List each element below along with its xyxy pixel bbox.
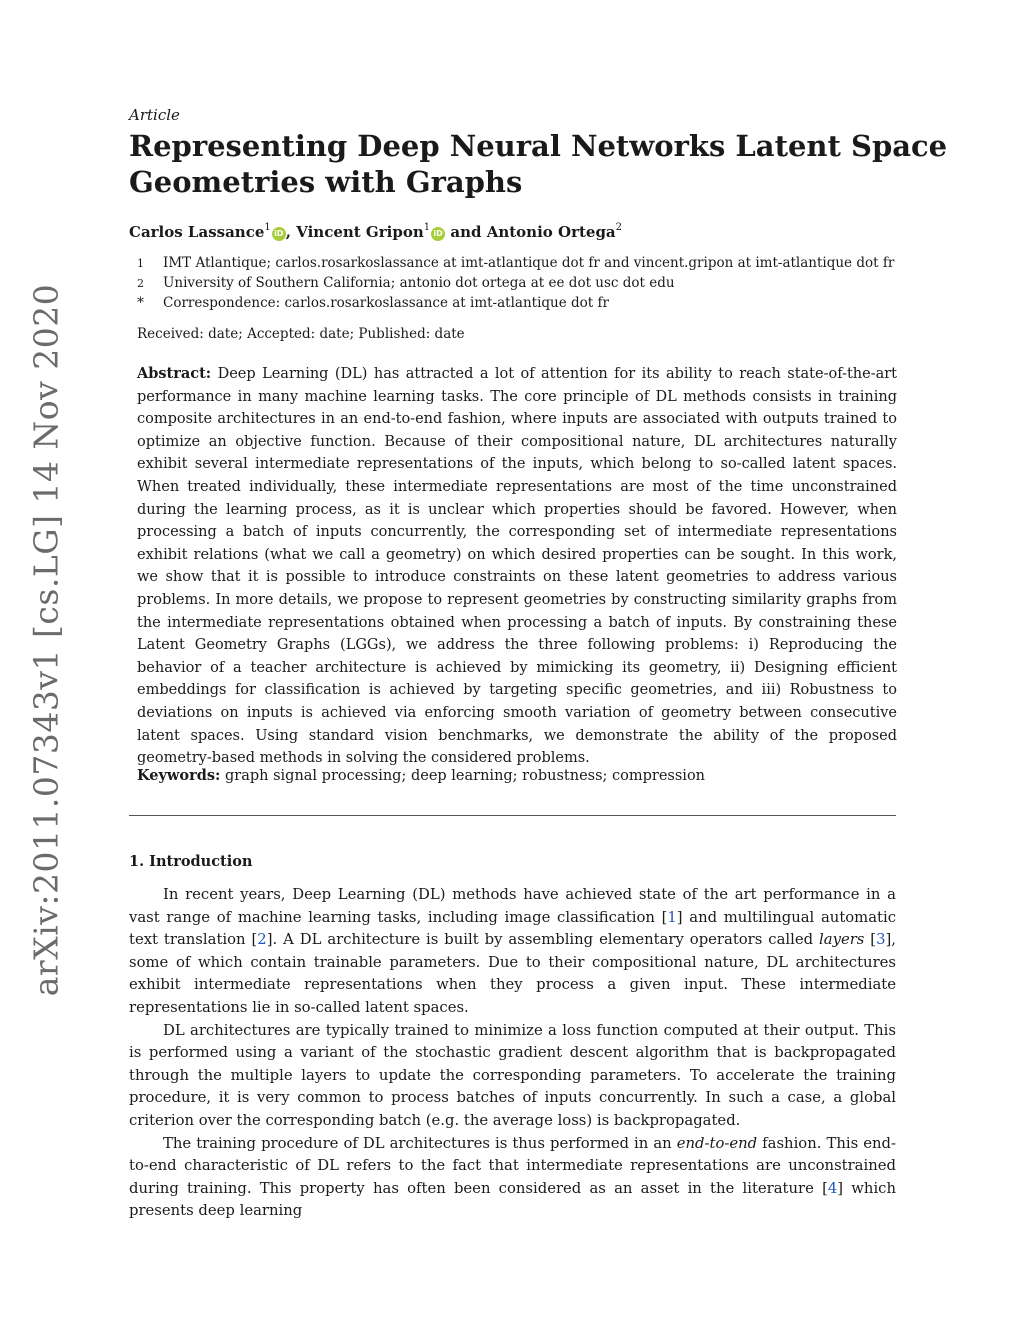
divider <box>129 815 896 816</box>
text-run: ] and multilingual automatic text translation [ <box>129 908 897 949</box>
keywords <box>137 767 705 784</box>
arxiv-id: arXiv:2011.07343v1 [cs.LG] 14 Nov 2020 <box>26 283 66 997</box>
affiliation-text: University of Southern California; antonio dot ortega at ee dot usc dot edu <box>163 275 675 291</box>
affiliation <box>137 255 894 271</box>
affiliation-text: IMT Atlantique; carlos.rosarkoslassance at imt-atlantique dot fr and vincent.gripon at imt-atlantique dot fr <box>163 255 895 271</box>
arxiv-sidebar <box>26 283 66 997</box>
text-run: ], some of which contain trainable parameters. Due to their compositional nature, DL architectures exhibit intermediate representations when they process a given input. These intermediate representations lie in so-called latent spaces. <box>129 931 896 1016</box>
paragraph <box>129 884 896 1020</box>
author-affil-mark: 1 <box>423 222 431 233</box>
author-separator: , <box>285 223 297 241</box>
paper-title <box>129 128 948 200</box>
abstract <box>137 363 897 770</box>
emphasis: end-to-end <box>676 1134 758 1152</box>
section-heading: 1. Introduction <box>129 853 253 870</box>
orcid-icon[interactable]: iD <box>431 227 445 241</box>
text-run: ]. A DL architecture is built by assembling elementary operators called <box>266 931 820 949</box>
author-and: and <box>445 223 487 241</box>
received-dates: Received: date; Accepted: date; Published: date <box>137 326 465 342</box>
citation-link[interactable]: 2 <box>257 931 267 949</box>
author-name: Carlos Lassance <box>129 223 265 241</box>
affiliation-text: Correspondence: carlos.rosarkoslassance at imt-atlantique dot fr <box>163 295 609 311</box>
author-affil-mark: 1 <box>264 222 271 233</box>
affiliation-mark: 1 <box>137 257 144 270</box>
paragraph <box>129 1133 896 1223</box>
text-run: The training procedure of DL architectures is thus performed in an <box>163 1134 677 1152</box>
text-run: In recent years, Deep Learning (DL) methods have achieved state of the art performance in a vast range of machine learning tasks, including image classification [ <box>129 886 896 926</box>
affiliation-mark: * <box>137 295 144 311</box>
affiliation-mark: 2 <box>137 277 144 290</box>
author-affil-mark: 2 <box>615 222 623 233</box>
orcid-icon[interactable]: iD <box>272 227 286 241</box>
title-line-2: Geometries with Graphs <box>129 165 523 199</box>
author-list <box>129 222 622 241</box>
keywords-label: Keywords: <box>137 767 221 784</box>
citation-link[interactable]: 3 <box>876 931 886 949</box>
paragraph: DL architectures are typically trained to minimize a loss function computed at their output. This is performed using a variant of the stochastic gradient descent algorithm that is backpropagated through the multiple layers to update the corresponding parameters. To accelerate the training procedure, it is very common to process batches of inputs concurrently. In such a case, a global criterion over the corresponding batch (e.g. the average loss) is backpropagated. <box>129 1021 896 1129</box>
author-name: Vincent Gripon <box>296 223 424 241</box>
text-run: [ <box>864 931 877 949</box>
article-type: Article <box>129 106 180 124</box>
citation-link[interactable]: 4 <box>827 1179 838 1197</box>
abstract-label: Abstract: <box>137 365 212 382</box>
text-run: ] which presents deep learning <box>129 1179 896 1220</box>
abstract-text: Deep Learning (DL) has attracted a lot of attention for its ability to reach state-of-the-art performance in many machine learning tasks. The core principle of DL methods consists in training composite architectures in an end-to-end fashion, where inputs are associated with outputs trained to optimize an objective function. Because of their compositional nature, DL architectures naturally exhibit several intermediate representations of the inputs, which belong to so-called latent spaces. When treated individually, these intermediate representations are most of the time unconstrained during the learning process, as it is unclear which properties should be favored. However, when processing a batch of inputs concurrently, the corresponding set of intermediate representations exhibit relations (what we call a geometry) on which desired properties can be sought. In this work, we show that it is possible to introduce constraints on these latent geometries to address various problems. In more details, we propose to represent geometries by constructing similarity graphs from the intermediate representations obtained when processing a batch of inputs. By constraining these Latent Geometry Graphs (LGGs), we address the three following problems: i) Reproducing the behavior of a teacher architecture is achieved by mimicking its geometry, ii) Designing efficient embeddings for classification is achieved by targeting specific geometries, and iii) Robustness to deviations on inputs is achieved via enforcing smooth variation of geometry between consecutive latent spaces. Using standard vision benchmarks, we demonstrate the ability of the proposed geometry-based methods in solving the considered problems. <box>137 366 897 767</box>
emphasis: layers <box>819 931 865 949</box>
keywords-text: graph signal processing; deep learning; robustness; compression <box>225 768 706 784</box>
title-line-1: Representing Deep Neural Networks Latent Space <box>129 129 948 163</box>
affiliation <box>137 275 675 291</box>
author-name: Antonio Ortega <box>486 223 616 241</box>
citation-link[interactable]: 1 <box>667 908 677 926</box>
text-run: fashion. This end-to-end characteristic of DL refers to the fact that intermediate representations are unconstrained during training. This property has often been considered as an asset in the literature [ <box>129 1134 897 1197</box>
introduction-body <box>129 884 896 1223</box>
affiliation <box>137 295 609 311</box>
